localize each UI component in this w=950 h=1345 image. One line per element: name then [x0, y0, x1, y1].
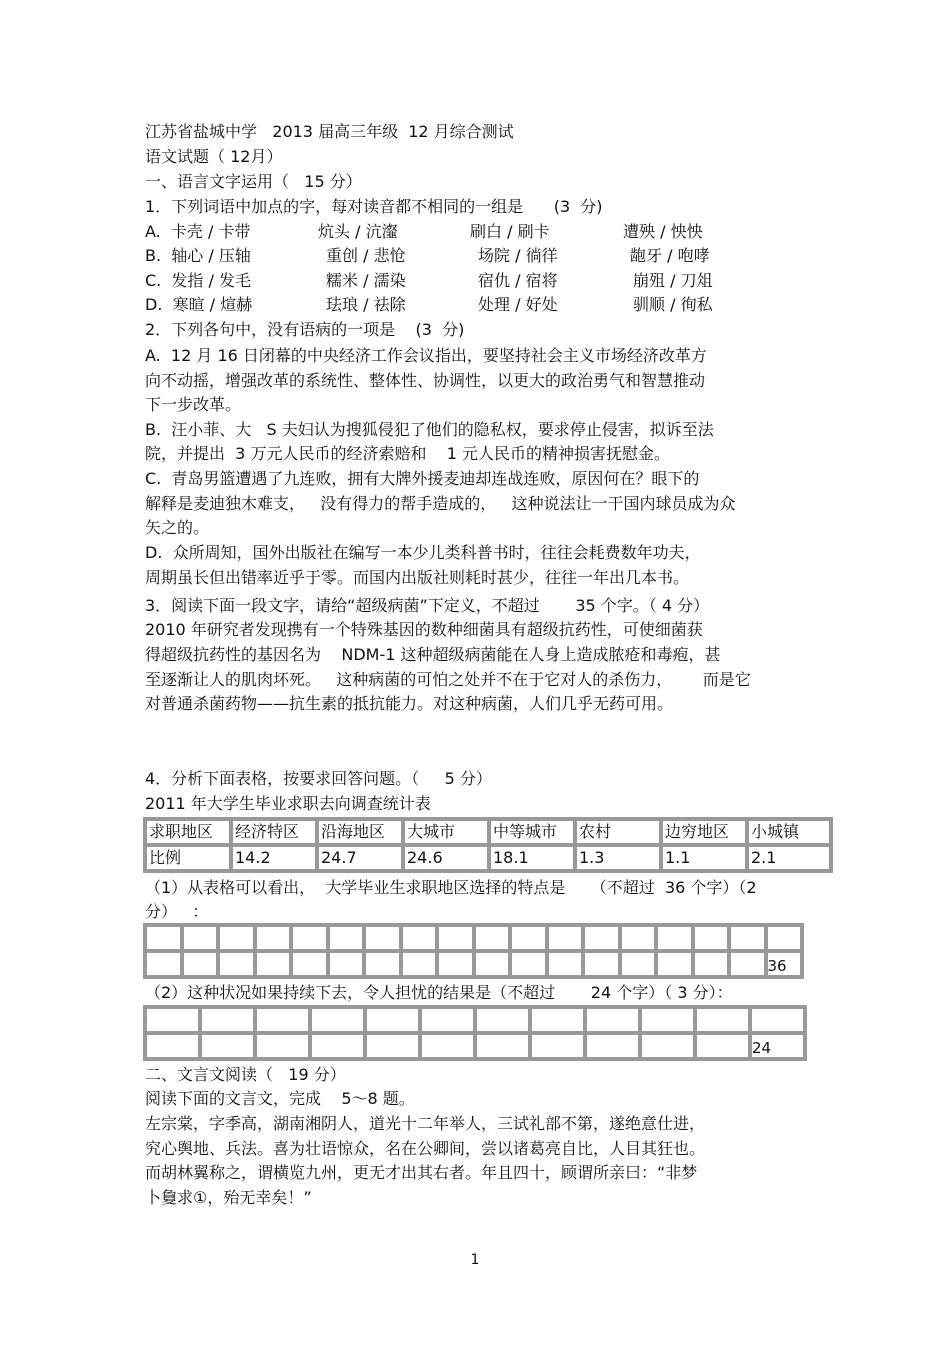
answer-cell[interactable] [510, 925, 547, 951]
exam-title: 江苏省盐城中学 2013 届高三年级 12 月综合测试 [145, 122, 514, 141]
q2-line: 下一步改革。 [145, 395, 242, 414]
table-row [145, 845, 831, 871]
q3-line: 至逐渐让人的肌肉坏死。 这种病菌的可怕之处并不在于它对人的杀伤力， 而是它 [145, 670, 751, 689]
option-pair: 场院 / 徜徉 [478, 246, 558, 265]
q2-line: D. 众所周知，国外出版社在编写一本少儿类科普书时，往往会耗费数年功夫， [145, 543, 701, 562]
classical-text-line: 究心舆地、兵法。喜为壮语惊众，名在公卿间，尝以诸葛亮自比，人目其狂也。 [145, 1139, 706, 1158]
table-cell: 24.7 [317, 845, 403, 871]
answer-cell[interactable] [640, 1033, 695, 1059]
table-cell: 1.3 [575, 845, 661, 871]
answer-cell[interactable] [328, 925, 365, 951]
answer-cell[interactable] [583, 925, 620, 951]
answer-cell[interactable] [182, 925, 219, 951]
option-pair: 龅牙 / 咆哮 [630, 246, 710, 265]
answer-cell[interactable] [145, 951, 182, 977]
table-header-cell: 边穷地区 [661, 819, 747, 845]
answer-cell[interactable] [695, 1007, 750, 1033]
q2-stem: 2．下列各句中，没有语病的一项是 (3 分) [145, 320, 465, 339]
answer-cell[interactable] [729, 925, 766, 951]
table-cell: 1.1 [661, 845, 747, 871]
q2-line: 院，并提出 3 万元人民币的经济索赔和 1 元人民币的精神损害抚慰金。 [145, 444, 671, 463]
answer-cell[interactable] [695, 1033, 750, 1059]
table-header-cell: 沿海地区 [317, 819, 403, 845]
answer-cell[interactable] [585, 1007, 640, 1033]
answer-cell[interactable] [255, 925, 292, 951]
q3-line: 2010 年研究者发现携有一个特殊基因的数种细菌具有超级抗药性，可使细菌获 [145, 620, 703, 639]
table-cell: 18.1 [489, 845, 575, 871]
table-cell: 2.1 [747, 845, 831, 871]
answer-cell[interactable] [693, 951, 730, 977]
answer-cell[interactable] [585, 1033, 640, 1059]
q3-stem: 3．阅读下面一段文字，请给“超级病菌”下定义，不超过 35 个字。（ 4 分） [145, 596, 710, 615]
table-cell: 14.2 [231, 845, 317, 871]
grid-row [145, 925, 802, 951]
answer-cell[interactable] [365, 1033, 420, 1059]
table-cell: 比例 [145, 845, 231, 871]
classical-text-line: 卜敻求①，殆无幸矣！” [145, 1188, 312, 1207]
answer-cell[interactable] [310, 1033, 365, 1059]
q1-option-c [145, 271, 825, 291]
answer-grid-36[interactable] [143, 923, 804, 979]
answer-cell[interactable] [530, 1033, 585, 1059]
answer-cell[interactable] [145, 1007, 200, 1033]
q2-line: 周期虽长但出错率近乎于零。而国内出版社则耗时甚少，往往一年出几本书。 [145, 568, 690, 587]
answer-cell[interactable] [547, 925, 584, 951]
table-header-cell: 中等城市 [489, 819, 575, 845]
answer-cell[interactable] [291, 951, 328, 977]
option-pair: 重创 / 悲怆 [326, 246, 406, 265]
option-pair: 炕头 / 沆瀣 [318, 222, 398, 241]
option-label: B. 轴心 / 压轴 [145, 246, 251, 265]
option-label: D. 寒暄 / 煊赫 [145, 295, 253, 314]
option-pair: 遭殃 / 怏怏 [623, 222, 703, 241]
answer-cell[interactable] [656, 951, 693, 977]
q4-table-title: 2011 年大学生毕业求职去向调查统计表 [145, 794, 431, 813]
char-count-mark: 24 [752, 1039, 772, 1057]
answer-cell[interactable] [766, 925, 803, 951]
answer-cell[interactable] [365, 1007, 420, 1033]
classical-text-line: 而胡林翼称之，谓横览九州，更无才出其右者。年且四十，顾谓所亲曰：“非梦 [145, 1163, 698, 1182]
option-pair: 糯米 / 濡染 [326, 271, 406, 290]
table-header-cell: 大城市 [403, 819, 489, 845]
section1-heading: 一、语言文字运用（ 15 分） [145, 172, 362, 191]
answer-cell[interactable] [364, 925, 401, 951]
classical-text-line: 左宗棠，字季高，湖南湘阴人，道光十二年举人，三试礼部不第，遂绝意仕进， [145, 1114, 706, 1133]
answer-cell[interactable] [420, 1033, 475, 1059]
option-label: C. 发指 / 发毛 [145, 271, 251, 290]
answer-cell[interactable] [547, 951, 584, 977]
option-pair: 宿仇 / 宿将 [478, 271, 558, 290]
q3-line: 得超级抗药性的基因名为 NDM-1 这种超级病菌能在人身上造成脓疮和毒疱，甚 [145, 645, 721, 664]
table-header-cell: 求职地区 [145, 819, 231, 845]
q2-line: 矢之的。 [145, 518, 210, 537]
q2-line: 解释是麦迪独木难支， 没有得力的帮手造成的， 这种说法让一干国内球员成为众 [145, 494, 736, 513]
answer-cell[interactable] [255, 1007, 310, 1033]
answer-cell[interactable] [750, 1007, 805, 1033]
answer-cell[interactable] [200, 1033, 255, 1059]
answer-cell[interactable] [729, 951, 766, 977]
grid-row [145, 1033, 805, 1059]
answer-cell[interactable] [620, 925, 657, 951]
answer-cell[interactable] [401, 951, 438, 977]
option-label: A. 卡壳 / 卡带 [145, 222, 251, 241]
answer-cell[interactable] [291, 925, 328, 951]
q1-option-a [145, 222, 825, 242]
q3-line: 对普通杀菌药物——抗生素的抵抗能力。对这种病菌，人们几乎无药可用。 [145, 694, 674, 713]
grid-row [145, 1007, 805, 1033]
grid-row [145, 951, 802, 977]
table-header-cell: 农村 [575, 819, 661, 845]
answer-cell[interactable] [182, 951, 219, 977]
answer-cell[interactable] [620, 951, 657, 977]
q1-option-b [145, 246, 825, 266]
answer-cell[interactable] [420, 1007, 475, 1033]
answer-cell[interactable] [475, 1033, 530, 1059]
exam-subtitle: 语文试题（ 12月） [145, 147, 283, 166]
answer-cell[interactable] [640, 1007, 695, 1033]
answer-cell[interactable] [401, 925, 438, 951]
option-pair: 处理 / 好处 [478, 295, 558, 314]
answer-cell[interactable] [145, 1033, 200, 1059]
option-pair: 崩殂 / 刀俎 [633, 271, 713, 290]
answer-cell[interactable] [693, 925, 730, 951]
char-count-mark: 36 [767, 957, 787, 975]
q4-sub1-cont: 分） ： [145, 902, 209, 921]
page-number: 1 [470, 1252, 480, 1268]
answer-cell[interactable] [218, 925, 255, 951]
answer-cell[interactable] [656, 925, 693, 951]
answer-cell[interactable] [474, 925, 511, 951]
answer-cell[interactable] [474, 951, 511, 977]
answer-cell[interactable] [530, 1007, 585, 1033]
section2-intro: 阅读下面的文言文，完成 5～8 题。 [145, 1089, 415, 1108]
q4-stem: 4．分析下面表格，按要求回答问题。（ 5 分） [145, 769, 492, 788]
q2-line: B. 汪小菲、大 S 夫妇认为搜狐侵犯了他们的隐私权，要求停止侵害，拟诉至法 [145, 420, 714, 439]
answer-cell[interactable] [364, 951, 401, 977]
table-header-cell: 经济特区 [231, 819, 317, 845]
answer-cell[interactable] [766, 951, 803, 977]
option-pair: 刷白 / 刷卡 [470, 222, 550, 241]
option-pair: 驯顺 / 徇私 [633, 295, 713, 314]
q4-sub1: （1）从表格可以看出， 大学毕业生求职地区选择的特点是 （不超过 36 个字）（2 [145, 878, 757, 897]
option-pair: 珐琅 / 祛除 [326, 295, 406, 314]
survey-table [143, 817, 833, 873]
answer-cell[interactable] [750, 1033, 805, 1059]
answer-cell[interactable] [145, 925, 182, 951]
answer-cell[interactable] [218, 951, 255, 977]
answer-cell[interactable] [437, 925, 474, 951]
q2-line: A. 12 月 16 日闭幕的中央经济工作会议指出，要坚持社会主义市场经济改革方 [145, 346, 707, 365]
section2-heading: 二、文言文阅读（ 19 分） [145, 1065, 346, 1084]
q4-sub2: （2）这种状况如果持续下去，令人担忧的结果是（不超过 24 个字）（ 3 分）： [145, 983, 733, 1002]
answer-cell[interactable] [310, 1007, 365, 1033]
answer-cell[interactable] [583, 951, 620, 977]
q2-line: 向不动摇，增强改革的系统性、整体性、协调性，以更大的政治勇气和智慧推动 [145, 371, 706, 390]
table-cell: 24.6 [403, 845, 489, 871]
answer-cell[interactable] [255, 1033, 310, 1059]
answer-cell[interactable] [255, 951, 292, 977]
table-header-cell: 小城镇 [747, 819, 831, 845]
answer-cell[interactable] [328, 951, 365, 977]
answer-cell[interactable] [200, 1007, 255, 1033]
q2-line: C. 青岛男篮遭遇了九连败，拥有大牌外援麦迪却连战连败，原因何在？眼下的 [145, 469, 700, 488]
answer-cell[interactable] [437, 951, 474, 977]
q1-option-d [145, 295, 825, 315]
q1-stem: 1．下列词语中加点的字，每对读音都不相同的一组是 (3 分) [145, 197, 603, 216]
answer-cell[interactable] [510, 951, 547, 977]
table-header-row [145, 819, 831, 845]
answer-cell[interactable] [475, 1007, 530, 1033]
answer-grid-24[interactable] [143, 1005, 807, 1061]
